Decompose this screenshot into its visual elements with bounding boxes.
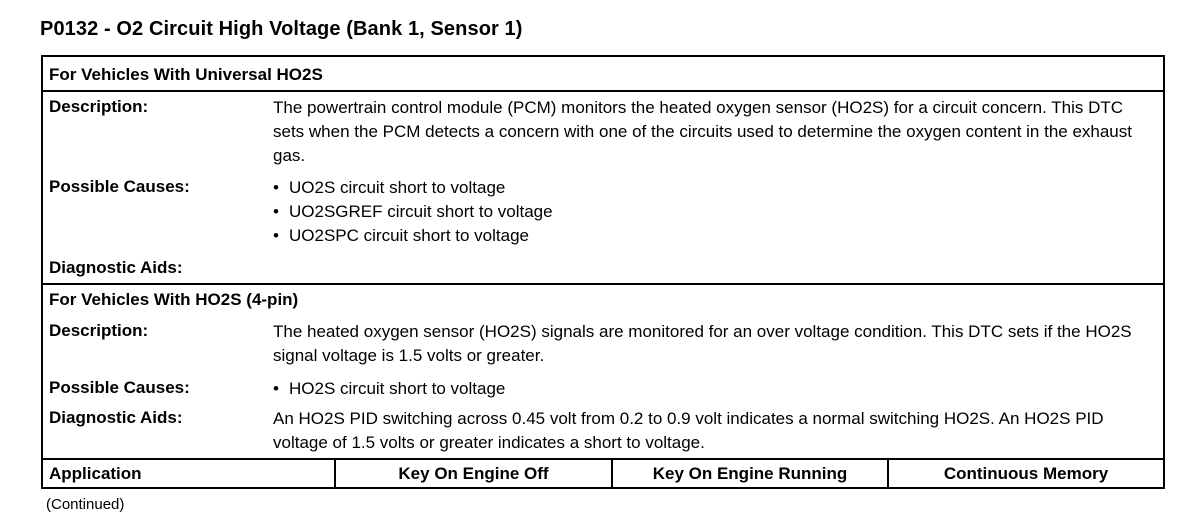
diagnostic-aids-label: Diagnostic Aids: [49, 258, 183, 277]
list-item: • UO2SGREF circuit short to voltage [273, 200, 1158, 224]
description-text: The powertrain control module (PCM) monitors the heated oxygen sensor (HO2S) for a circuit concern. This DTC sets when the PCM detects a concern with one of the circuits used to determine the oxygen content in the exhaust gas. [273, 98, 1132, 165]
application-header: Application [43, 460, 336, 487]
possible-causes-label: Possible Causes: [49, 378, 190, 397]
section-universal-heading: For Vehicles With Universal HO2S [49, 65, 323, 84]
list-item: • UO2SPC circuit short to voltage [273, 224, 1158, 248]
koeo-header: Key On Engine Off [336, 460, 613, 487]
divider [43, 90, 1163, 92]
list-item: • HO2S circuit short to voltage [273, 377, 1158, 401]
diagnostic-aids-label: Diagnostic Aids: [49, 408, 183, 427]
continued-note: (Continued) [46, 496, 125, 513]
description-text: The heated oxygen sensor (HO2S) signals are monitored for an over voltage condition. This DTC sets if the HO2S signal voltage is 1.5 volts or greater. [273, 322, 1132, 365]
possible-causes-list [273, 377, 1158, 401]
possible-causes-label: Possible Causes: [49, 177, 190, 196]
description-label: Description: [49, 321, 149, 340]
section-4pin-heading: For Vehicles With HO2S (4-pin) [49, 290, 299, 309]
list-item: • UO2S circuit short to voltage [273, 176, 1158, 200]
dtc-info-box [41, 55, 1165, 460]
koer-header: Key On Engine Running [613, 460, 889, 487]
application-table [41, 458, 1165, 489]
diagnostic-aids-text: An HO2S PID switching across 0.45 volt from 0.2 to 0.9 volt indicates a normal switching HO2S. An HO2S PID voltage of 1.5 volts or greater indicates a short to voltage. [273, 409, 1104, 452]
divider [43, 283, 1163, 285]
page-title: P0132 - O2 Circuit High Voltage (Bank 1, Sensor 1) [40, 18, 523, 40]
continuous-memory-header: Continuous Memory [943, 463, 1109, 483]
description-label: Description: [49, 97, 149, 116]
possible-causes-list [273, 176, 1158, 248]
